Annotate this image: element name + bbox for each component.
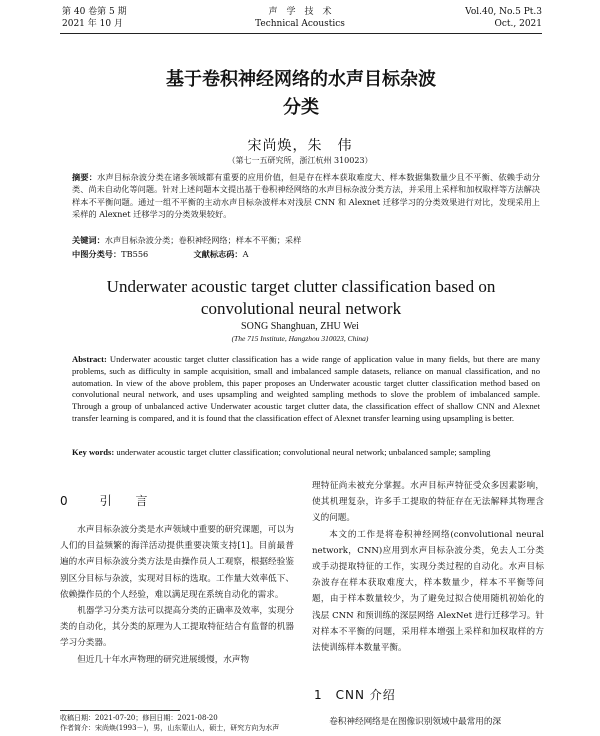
clc-value: TB556 <box>121 249 149 259</box>
issue-date: 2021 年 10 月 <box>62 19 123 29</box>
classification-cn <box>72 248 540 260</box>
abstract-cn-text: 水声目标杂波分类在诸多领域都有重要的应用价值，但是存在样本获取难度大、样本数据集数量少且不平衡、依赖手动分类、尚未自动化等问题。针对上述问题本文提出基于卷积神经网络的水声目标杂波分类方法，并采用上采样和加权取样等方法解决样本不平衡问题。通过一组不平衡的主动水声目标杂波样本对浅层 CNN 和 Alexnet 迁移学习的分类效果进行对比，发现采用上采样的 Alexnet 迁移学习的分类效果较好。 <box>72 172 540 219</box>
title-en-line1: Underwater acoustic target clutter classification based on <box>106 277 496 296</box>
journal-name-cn: 声 学 技 术 <box>268 7 332 17</box>
body-right-column-continued <box>312 714 544 730</box>
clc-label: 中图分类号： <box>72 249 122 259</box>
abstract-en <box>72 354 540 425</box>
left-paragraph-3: 但近几十年水声物理的研究进展缓慢，水声物 <box>77 654 250 665</box>
abstract-cn <box>72 171 540 220</box>
authors-cn: 宋尚焕，朱 伟 <box>247 138 353 154</box>
doc-code-label: 文献标志码： <box>193 249 243 259</box>
right-paragraph-3: 卷积神经网络是在图像识别领域中最常用的深 <box>329 717 502 727</box>
right-paragraph-1: 理特征尚未被充分掌握。水声目标声特征受众多因素影响，使其机理复杂，许多手工提取的特征存在无法解释其物理含义的问题。 <box>312 481 544 524</box>
abstract-en-label: Abstract: <box>72 354 107 364</box>
volume-issue: 第 40 卷第 5 期 <box>62 7 127 17</box>
title-en-line2: convolutional neural network <box>200 299 402 318</box>
keywords-cn <box>72 234 540 246</box>
issue-date-en: Oct., 2021 <box>494 19 542 29</box>
abstract-cn-label: 摘要： <box>72 172 98 182</box>
paper-title-cn <box>60 66 542 122</box>
doc-code-value: A <box>242 249 249 259</box>
keywords-cn-text: 水声目标杂波分类；卷积神经网络；样本不平衡；采样 <box>104 235 302 245</box>
section-0-heading: 0 引 言 <box>60 494 158 508</box>
journal-name-en: Technical Acoustics <box>255 19 345 29</box>
affiliation-en: (The 715 Institute, Hangzhou 310023, China) <box>231 334 369 343</box>
left-paragraph-1: 水声目标杂波分类是水声领域中重要的研究课题，可以为人们的目益频繁的海洋活动提供重要决策支持[1]。目前最普遍的水声目标杂波分类方法是由操作员人工观察，根据经验鉴别区分目标与杂波，实现对目标的选取。工作量大效率低下、依赖操作员的个人经验，难以满足现在系统自动化的需求。 <box>60 525 294 600</box>
paper-title-en <box>60 276 542 320</box>
keywords-cn-label: 关键词： <box>72 235 105 245</box>
body-left-column <box>60 522 294 668</box>
header-rule <box>60 33 542 34</box>
footnote-received: 收稿日期：2021-07-20；修回日期：2021-08-20 <box>60 714 218 722</box>
abstract-en-text: Underwater acoustic target clutter classification has a wide range of application value in many fields, but there are many problems, such as difficulty in sample acquisition, small and imbalanced sample datasets, reliance on manual classification, and no automation. In view of the above problem, this paper proposes an Underwater acoustic target clutter classification method based on convolutional neural network, and uses upsampling and weighted sampling methods to slove the problem of imbalanced sample. Through a group of unbalanced active Underwater acoustic target clutter data, the classification effect of shallow CNN and Alexnet transfer learning is compared, and it is found that the classification effect of Alexnet transfer learning using upsampling is better. <box>72 354 540 423</box>
title-cn-line1: 基于卷积神经网络的水声目标杂波 <box>166 69 436 90</box>
title-cn-line2: 分类 <box>283 97 319 118</box>
footnote-author-info: 作者简介：宋尚焕(1993－)，男，山东蒙山人，硕士，研究方向为水声 <box>60 724 280 732</box>
journal-issue-info-en <box>465 6 542 30</box>
right-paragraph-2: 本文的工作是将卷积神经网络(convolutional neural network，CNN)应用到水声目标杂波分类，免去人工分类或手动提取特征的工作，实现分类过程的自动化。水声目标杂波存在样本获取难度大，样本数量少，样本不平衡等问题，由于样本数量较少，为了避免过拟合使用随机初始化的浅层 CNN 和预训练的深层网络 AlexNet 进行迁移学习。针对样本不平衡的问题，采用样本增强上采样和加权取样的方法使训练样本数量平衡。 <box>312 529 544 654</box>
keywords-en <box>72 447 540 459</box>
keywords-en-text: underwater acoustic target clutter classification; convolutional neural network; unbalanced sample; sampling <box>116 447 491 457</box>
authors-en: SONG Shanghuan, ZHU Wei <box>241 321 359 332</box>
affiliation-cn: （第七一五研究所，浙江杭州 310023） <box>227 156 373 165</box>
keywords-en-label: Key words: <box>72 447 115 457</box>
volume-issue-en: Vol.40, No.5 Pt.3 <box>465 7 542 17</box>
body-right-column <box>312 478 544 656</box>
left-paragraph-2: 机器学习分类方法可以提高分类的正确率及效率，实现分类的自动化，其分类的原理为人工提取特征结合有监督的机器学习分类器。 <box>60 606 294 649</box>
footnote-rule <box>60 710 180 711</box>
section-1-heading: 1 CNN 介绍 <box>314 688 396 702</box>
